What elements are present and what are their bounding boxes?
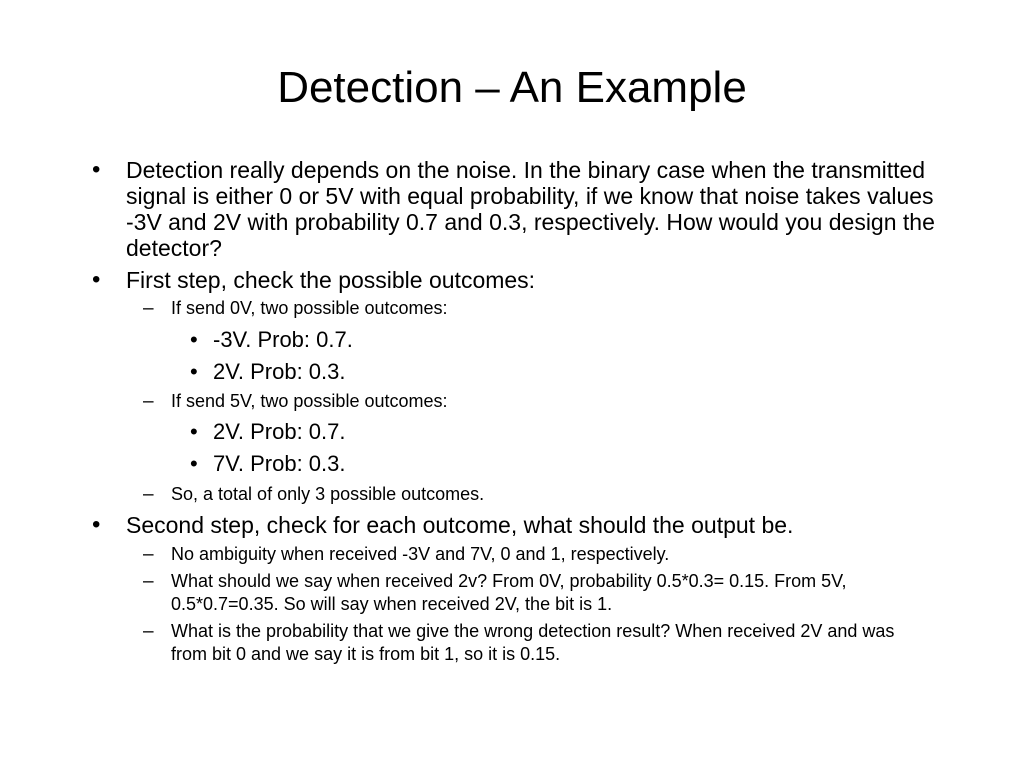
sub-bullet-text: If send 0V, two possible outcomes: xyxy=(171,298,448,318)
sub-bullet-marker: – xyxy=(143,571,154,592)
bullet-text: Second step, check for each outcome, what should the output be. xyxy=(126,512,794,538)
bullet-marker: • xyxy=(92,266,101,293)
bullet-marker: • xyxy=(92,156,101,183)
sub-bullet-text: No ambiguity when received -3V and 7V, 0 and 1, respectively. xyxy=(171,544,670,564)
sub-sub-bullet-text: 2V. Prob: 0.3. xyxy=(213,359,346,384)
bullet-text: Detection really depends on the noise. In the binary case when the transmitted signal is either 0 or 5V with equal probability, if we know that noise takes values -3V and 2V with probability 0.7 and 0.3, respectively. How would you design the detector? xyxy=(126,157,935,261)
bullet-text: First step, check the possible outcomes: xyxy=(126,267,536,293)
sub-sub-bullet-marker: • xyxy=(190,419,198,444)
sub-sub-bullet-text: 2V. Prob: 0.7. xyxy=(213,419,346,444)
slide-title: Detection – An Example xyxy=(277,63,747,112)
sub-bullet-marker: – xyxy=(143,544,154,565)
sub-bullet-marker: – xyxy=(143,484,154,505)
sub-bullet-text: So, a total of only 3 possible outcomes. xyxy=(171,484,485,504)
bullet-marker: • xyxy=(92,511,101,538)
sub-bullet-marker: – xyxy=(143,298,154,319)
sub-bullet-marker: – xyxy=(143,621,154,642)
sub-sub-bullet-text: 7V. Prob: 0.3. xyxy=(213,451,346,476)
sub-sub-bullet-marker: • xyxy=(190,359,198,384)
sub-sub-bullet-marker: • xyxy=(190,327,198,352)
sub-bullet-marker: – xyxy=(143,391,154,412)
sub-bullet-text: What should we say when received 2v? From 0V, probability 0.5*0.3= 0.15. From 5V, 0.5*0.7=0.35. So will say when received 2V, the bit is 1. xyxy=(171,571,847,614)
sub-bullet-text: If send 5V, two possible outcomes: xyxy=(171,391,448,411)
sub-sub-bullet-text: -3V. Prob: 0.7. xyxy=(213,327,353,352)
sub-sub-bullet-marker: • xyxy=(190,451,198,476)
sub-bullet-text: What is the probability that we give the wrong detection result? When received 2V and was from bit 0 and we say it is from bit 1, so it is 0.15. xyxy=(171,621,895,664)
